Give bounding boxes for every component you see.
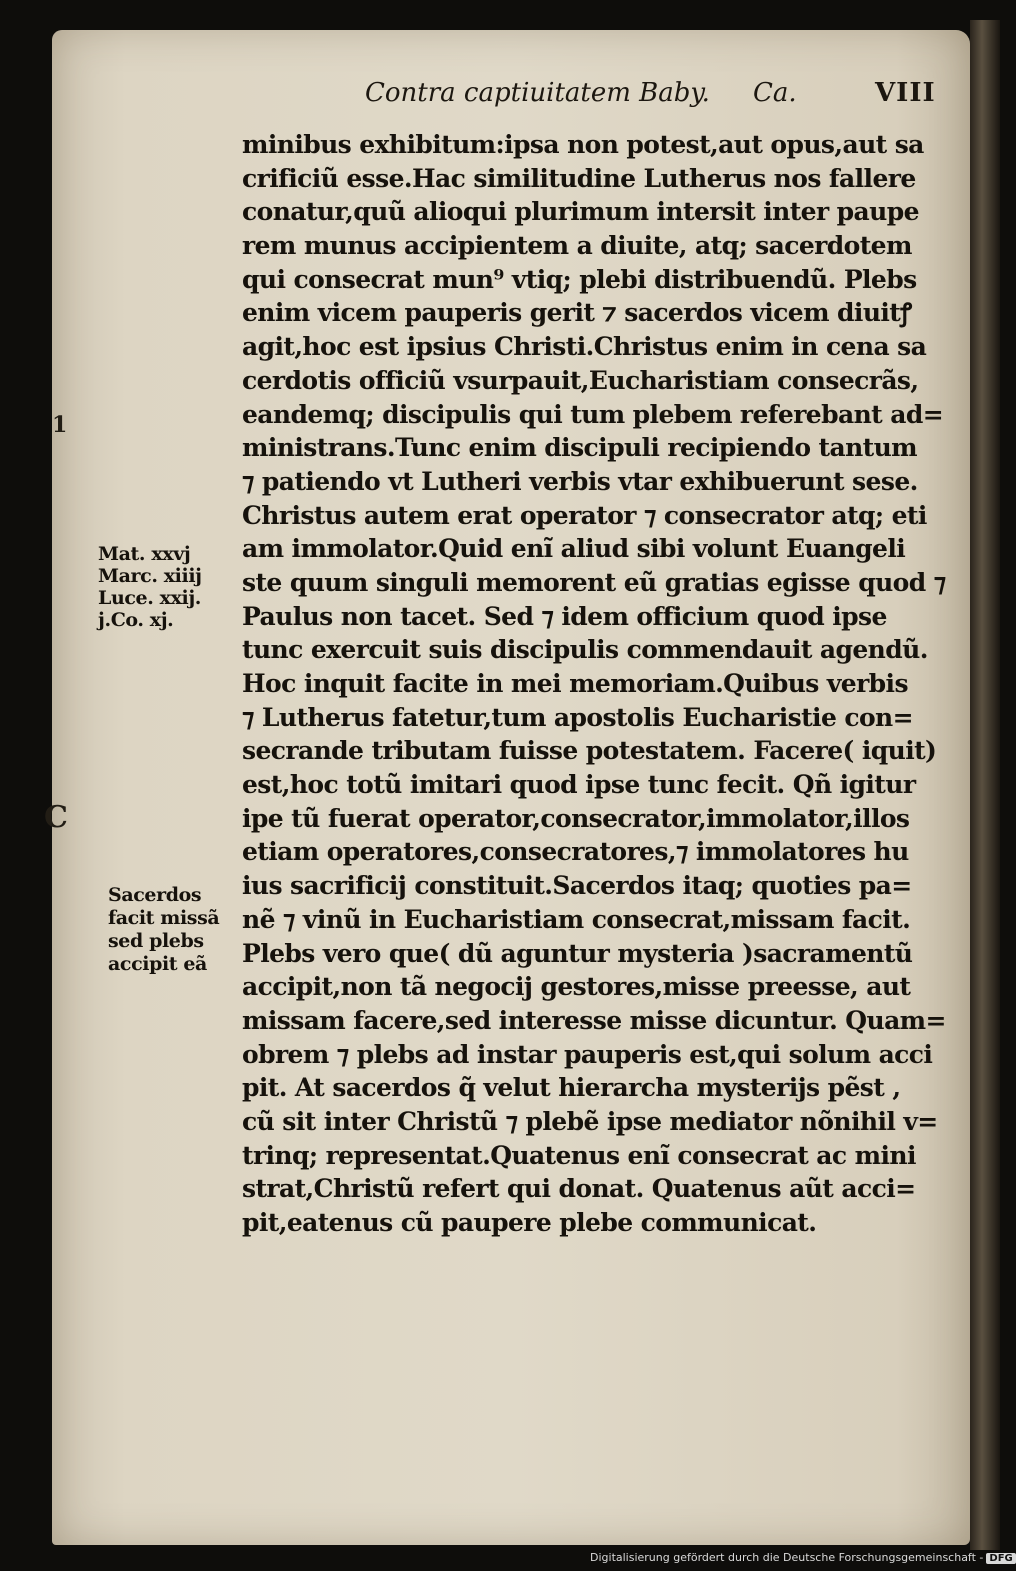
text-line: enim vicem pauperis gerit ⁊ sacerdos vicem diuitꝭ xyxy=(242,298,912,328)
page-header xyxy=(365,78,945,118)
text-line: nẽ ⁊ vinũ in Eucharistiam consecrat,missam facit. xyxy=(242,904,911,934)
dfg-logo: DFG xyxy=(986,1553,1015,1564)
text-line: cerdotis officiũ vsurpauit,Eucharistiam consecrãs, xyxy=(242,365,919,395)
note-line: Luce. xxij. xyxy=(98,587,202,609)
text-line: ⁊ Lutherus fatetur,tum apostolis Eucharistie con= xyxy=(242,702,913,732)
text-line: pit. At sacerdos q̃ velut hierarcha mysterijs pẽst , xyxy=(242,1073,901,1103)
margin-mark-1: 1 xyxy=(52,412,68,438)
text-line: Paulus non tacet. Sed ⁊ idem officium quod ipse xyxy=(242,601,887,631)
text-line: missam facere,sed interesse misse dicuntur. Quam= xyxy=(242,1005,946,1035)
note-line: j.Co. xj. xyxy=(98,609,174,631)
text-line: Hoc inquit facite in mei memoriam.Quibus verbis xyxy=(242,669,908,698)
text-line: Christus autem erat operator ⁊ consecrator atq; eti xyxy=(242,500,927,530)
text-line: am immolator.Quid enĩ aliud sibi volunt Euangeli xyxy=(242,534,906,564)
text-line: conatur,quũ alioqui plurimum intersit inter paupe xyxy=(242,197,919,227)
text-line: strat,Christũ refert qui donat. Quatenus aũt acci= xyxy=(242,1174,916,1204)
note-line: accipit eã xyxy=(108,953,207,975)
text-line: est,hoc totũ imitari quod ipse tunc fecit. Qñ igitur xyxy=(242,770,916,800)
text-line: minibus exhibitum:ipsa non potest,aut opus,aut sa xyxy=(242,130,924,159)
text-line: tunc exercuit suis discipulis commendauit agendũ. xyxy=(242,635,928,665)
text-line: accipit,non tã negocij gestores,misse preesse, aut xyxy=(242,972,911,1002)
text-line: crificiũ esse.Hac similitudine Lutherus nos fallere xyxy=(242,163,916,193)
text-line: pit,eatenus cũ paupere plebe communicat. xyxy=(242,1208,817,1237)
text-line: qui consecrat mun⁹ vtiq; plebi distribuendũ. Plebs xyxy=(242,264,917,294)
margin-note-sacerdos xyxy=(108,884,219,976)
text-line: agit,hoc est ipsius Christi.Christus enim in cena sa xyxy=(242,332,927,362)
folio-number: VIII xyxy=(875,78,936,108)
text-line: Plebs vero que( dũ aguntur mysteria )sacramentũ xyxy=(242,938,913,968)
text-line: eandemq; discipulis qui tum plebem referebant ad= xyxy=(242,399,944,429)
text-line: trinq; representat.Quatenus enĩ consecrat ac mini xyxy=(242,1140,916,1170)
text-line: cũ sit inter Christũ ⁊ plebẽ ipse mediator nõnihil v= xyxy=(242,1106,938,1136)
text-line: ste quum singuli memorent eũ gratias egisse quod ⁊ xyxy=(242,567,946,597)
text-line: ipe tũ fuerat operator,consecrator,immolator,illos xyxy=(242,803,910,833)
margin-note-references xyxy=(98,543,202,631)
note-line: Mat. xxvj xyxy=(98,543,191,565)
note-line: sed plebs xyxy=(108,930,204,952)
text-line: obrem ⁊ plebs ad instar pauperis est,qui solum acci xyxy=(242,1039,933,1069)
text-line: ius sacrificij constituit.Sacerdos itaq; quoties pa= xyxy=(242,871,912,901)
margin-mark-c: C xyxy=(44,800,68,835)
digitization-credit xyxy=(590,1551,1013,1567)
credit-text: Digitalisierung gefördert durch die Deutsche Forschungsgemeinschaft - xyxy=(590,1551,984,1564)
text-line: ⁊ patiendo vt Lutheri verbis vtar exhibuerunt sese. xyxy=(242,466,918,496)
note-line: facit missã xyxy=(108,907,220,929)
text-line: rem munus accipientem a diuite, atq; sacerdotem xyxy=(242,231,912,261)
running-title: Contra captiuitatem Baby. xyxy=(365,78,710,108)
note-line: Sacerdos xyxy=(108,884,202,906)
text-line: etiam operatores,consecratores,⁊ immolatores hu xyxy=(242,837,909,867)
main-text-block xyxy=(242,128,972,1240)
signature-mark: Ca. xyxy=(753,78,797,108)
text-line: ministrans.Tunc enim discipuli recipiendo tantum xyxy=(242,433,918,463)
book-fold xyxy=(970,20,1000,1550)
note-line: Marc. xiiij xyxy=(98,565,202,587)
text-line: secrande tributam fuisse potestatem. Facere( iquit) xyxy=(242,736,937,766)
